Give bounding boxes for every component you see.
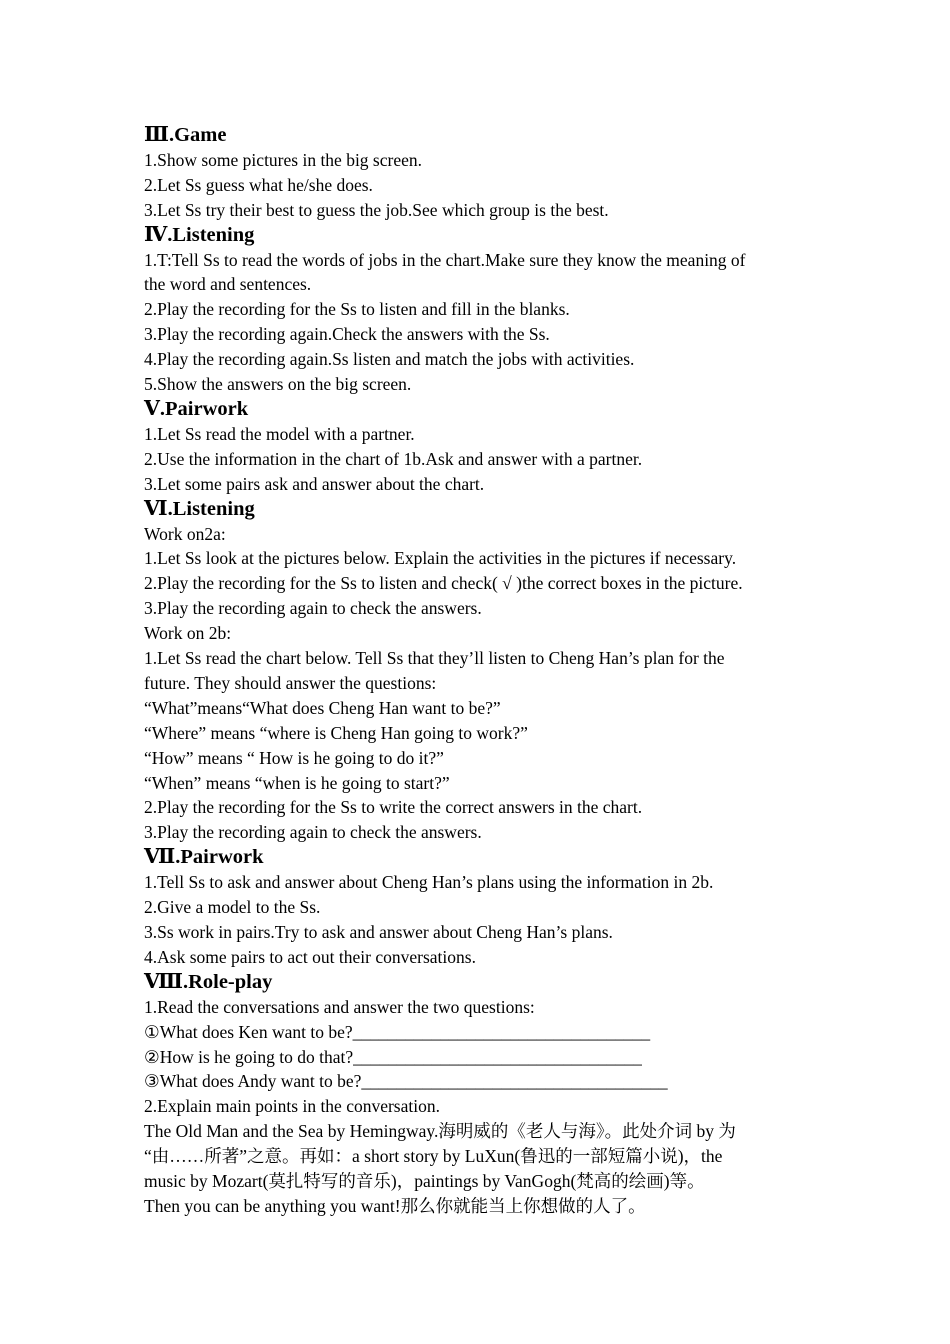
- body-line: 4.Ask some pairs to act out their conversations.: [144, 946, 476, 967]
- section-game: [144, 123, 814, 223]
- body-line: 1.Show some pictures in the big screen.: [144, 149, 423, 170]
- section-listening-1: [144, 223, 814, 397]
- body-line: 1.Let Ss look at the pictures below. Explain the activities in the pictures if necessary.: [144, 548, 737, 569]
- body-line: 1.Let Ss read the chart below. Tell Ss that they’ll listen to Cheng Han’s plan for the: [144, 648, 725, 669]
- body-line: 2.Let Ss guess what he/she does.: [144, 174, 373, 195]
- body-line: Work on 2b:: [144, 623, 232, 644]
- body-line: music by Mozart(莫扎特写的音乐)，paintings by VanGogh(梵高的绘画)等。: [144, 1171, 705, 1192]
- body-line: the word and sentences.: [144, 274, 312, 295]
- body-line: 5.Show the answers on the big screen.: [144, 374, 412, 395]
- section-heading: Ⅲ.Game: [144, 124, 227, 146]
- body-line: 2.Explain main points in the conversation.: [144, 1096, 440, 1117]
- body-line: 3.Play the recording again to check the answers.: [144, 822, 482, 843]
- body-line: “Where” means “where is Cheng Han going to work?”: [144, 722, 528, 743]
- section-pairwork-1: [144, 397, 814, 497]
- question-line: ③What does Andy want to be?___________________________________: [144, 1071, 668, 1092]
- body-line: 1.T:Tell Ss to read the words of jobs in the chart.Make sure they know the meaning of: [144, 249, 746, 270]
- body-line: The Old Man and the Sea by Hemingway.海明威的《老人与海》。此处介词 by 为: [144, 1121, 736, 1142]
- body-line: 1.Let Ss read the model with a partner.: [144, 423, 415, 444]
- section-heading: Ⅵ.Listening: [144, 497, 255, 520]
- body-line: Work on2a:: [144, 523, 226, 544]
- document-page: [144, 123, 814, 1219]
- section-heading: Ⅷ.Role-play: [144, 970, 273, 993]
- body-line: 3.Play the recording again to check the answers.: [144, 598, 482, 619]
- body-line: 1.Read the conversations and answer the two questions:: [144, 996, 535, 1017]
- body-line: 4.Play the recording again.Ss listen and match the jobs with activities.: [144, 349, 635, 370]
- body-line: 3.Let Ss try their best to guess the job.See which group is the best.: [144, 199, 609, 220]
- section-pairwork-2: [144, 845, 814, 970]
- question-line: ①What does Ken want to be?__________________________________: [144, 1021, 651, 1042]
- body-line: 2.Play the recording for the Ss to listen and check( √ )the correct boxes in the picture.: [144, 573, 743, 594]
- section-listening-2: [144, 497, 814, 846]
- body-line: 1.Tell Ss to ask and answer about Cheng Han’s plans using the information in 2b.: [144, 872, 714, 893]
- body-line: 2.Play the recording for the Ss to listen and fill in the blanks.: [144, 299, 570, 320]
- body-line: “What”means“What does Cheng Han want to be?”: [144, 697, 501, 718]
- body-line: 2.Use the information in the chart of 1b.Ask and answer with a partner.: [144, 448, 643, 469]
- body-line: “由……所著”之意。再如：a short story by LuXun(鲁迅的一部短篇小说)，the: [144, 1146, 723, 1167]
- body-line: future. They should answer the questions:: [144, 672, 437, 693]
- body-line: 3.Play the recording again.Check the answers with the Ss.: [144, 324, 550, 345]
- section-heading: Ⅴ.Pairwork: [144, 397, 249, 420]
- body-line: 3.Let some pairs ask and answer about the chart.: [144, 473, 485, 494]
- body-line: Then you can be anything you want!那么你就能当上你想做的人了。: [144, 1195, 646, 1216]
- body-line: 2.Play the recording for the Ss to write the correct answers in the chart.: [144, 797, 643, 818]
- body-line: 2.Give a model to the Ss.: [144, 897, 321, 918]
- body-line: “How” means “ How is he going to do it?”: [144, 747, 444, 768]
- question-line: ②How is he going to do that?_________________________________: [144, 1046, 642, 1067]
- section-heading: Ⅳ.Listening: [144, 223, 255, 246]
- section-role-play: [144, 970, 814, 1219]
- body-line: 3.Ss work in pairs.Try to ask and answer about Cheng Han’s plans.: [144, 922, 613, 942]
- body-line: “When” means “when is he going to start?”: [144, 772, 450, 793]
- section-heading: Ⅶ.Pairwork: [144, 846, 264, 869]
